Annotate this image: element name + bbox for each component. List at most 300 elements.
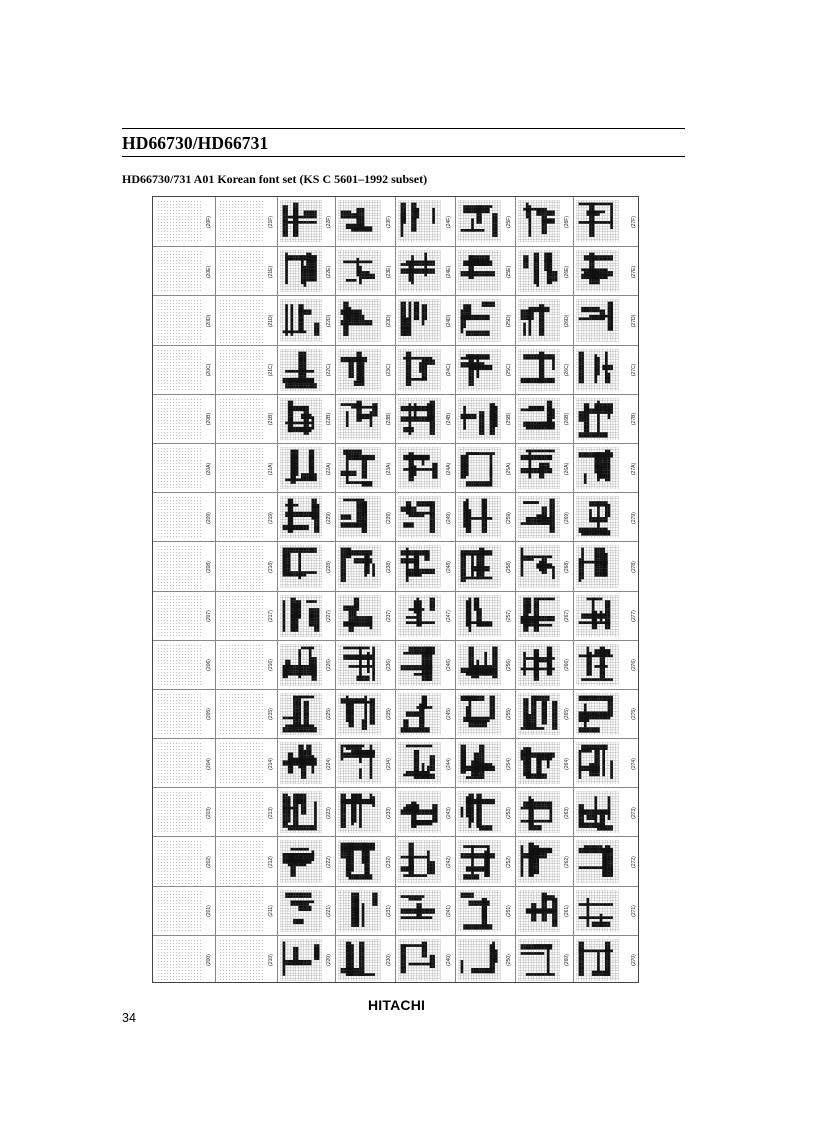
char-code-label: (243) <box>446 807 452 819</box>
char-code-label: (208) <box>206 561 212 573</box>
font-cell <box>395 296 455 345</box>
char-code-label: (269) <box>564 511 570 524</box>
char-code-label: (209) <box>206 511 212 524</box>
font-cell <box>277 739 335 788</box>
font-cell <box>277 444 335 493</box>
table-row <box>153 591 638 641</box>
glyph-bitmap <box>338 200 382 242</box>
glyph-bitmap <box>398 545 442 587</box>
glyph-bitmap <box>458 939 502 981</box>
font-cell <box>515 641 573 690</box>
table-row <box>153 295 638 345</box>
font-cell <box>573 247 639 296</box>
font-cell <box>515 936 573 983</box>
glyph-bitmap <box>576 693 627 735</box>
char-code-label: (20C) <box>206 363 212 377</box>
glyph-bitmap <box>398 250 442 292</box>
glyph-bitmap <box>576 840 627 882</box>
char-code-label: (26A) <box>564 462 570 475</box>
glyph-bitmap <box>576 447 627 489</box>
font-cell <box>153 542 215 591</box>
empty-glyph-grid <box>219 890 265 933</box>
glyph-bitmap <box>518 595 560 637</box>
char-code-label: (279) <box>631 511 637 524</box>
font-cell <box>455 936 515 983</box>
glyph-bitmap <box>458 398 502 440</box>
font-cell <box>153 690 215 739</box>
glyph-bitmap <box>518 447 560 489</box>
font-cell <box>335 296 395 345</box>
header-rule-bottom <box>122 156 685 157</box>
font-cell <box>573 936 639 983</box>
char-code-label: (20D) <box>206 314 212 328</box>
glyph-bitmap <box>398 939 442 981</box>
char-code-label: (203) <box>206 807 212 819</box>
font-cell <box>277 296 335 345</box>
font-cell <box>455 641 515 690</box>
char-code-label: (23F) <box>386 215 392 228</box>
font-cell <box>215 247 277 296</box>
char-code-label: (212) <box>268 856 274 868</box>
font-cell <box>335 592 395 641</box>
glyph-bitmap <box>338 250 382 292</box>
char-code-label: (233) <box>386 807 392 819</box>
glyph-bitmap <box>280 545 322 587</box>
font-cell <box>515 493 573 542</box>
font-cell <box>335 346 395 395</box>
char-code-label: (263) <box>564 807 570 819</box>
empty-glyph-grid <box>219 644 265 687</box>
char-code-label: (228) <box>326 561 332 573</box>
font-cell <box>335 887 395 936</box>
glyph-bitmap <box>338 595 382 637</box>
char-code-label: (26E) <box>564 265 570 278</box>
char-code-label: (219) <box>268 511 274 524</box>
glyph-bitmap <box>576 791 627 833</box>
glyph-bitmap <box>398 349 442 391</box>
glyph-bitmap <box>458 200 502 242</box>
font-cell <box>573 197 639 246</box>
font-cell <box>277 641 335 690</box>
glyph-bitmap <box>458 496 502 538</box>
font-cell <box>573 788 639 837</box>
char-code-label: (229) <box>326 511 332 524</box>
char-code-label: (22B) <box>326 413 332 426</box>
font-cell <box>277 197 335 246</box>
char-code-label: (230) <box>386 954 392 967</box>
char-code-label: (22E) <box>326 265 332 278</box>
page-number: 34 <box>122 1011 136 1025</box>
glyph-bitmap <box>398 398 442 440</box>
char-code-label: (22A) <box>326 462 332 475</box>
glyph-bitmap <box>398 299 442 341</box>
char-code-label: (264) <box>564 757 570 770</box>
empty-glyph-grid <box>157 742 203 785</box>
char-code-label: (22D) <box>326 314 332 328</box>
glyph-bitmap <box>576 349 627 391</box>
font-cell <box>335 739 395 788</box>
font-cell <box>153 444 215 493</box>
table-row <box>153 935 638 983</box>
font-cell <box>573 641 639 690</box>
font-cell <box>395 542 455 591</box>
glyph-bitmap <box>280 742 322 784</box>
font-cell <box>153 395 215 444</box>
char-code-label: (26F) <box>564 215 570 228</box>
char-code-label: (225) <box>326 708 332 721</box>
char-code-label: (217) <box>268 610 274 622</box>
glyph-bitmap <box>338 890 382 932</box>
glyph-bitmap <box>280 496 322 538</box>
empty-glyph-grid <box>157 840 203 883</box>
glyph-bitmap <box>398 200 442 242</box>
font-cell <box>395 788 455 837</box>
font-cell <box>215 592 277 641</box>
font-cell <box>573 444 639 493</box>
font-cell <box>215 887 277 936</box>
char-code-label: (246) <box>446 659 452 672</box>
char-code-label: (270) <box>631 954 637 967</box>
char-code-label: (25D) <box>506 314 512 328</box>
font-cell <box>395 887 455 936</box>
char-code-label: (27C) <box>631 363 637 377</box>
char-code-label: (275) <box>631 708 637 721</box>
glyph-bitmap <box>576 595 627 637</box>
char-code-label: (227) <box>326 610 332 622</box>
font-cell <box>215 197 277 246</box>
table-row <box>153 836 638 886</box>
glyph-bitmap <box>458 742 502 784</box>
glyph-bitmap <box>338 840 382 882</box>
font-cell <box>277 542 335 591</box>
char-code-label: (21A) <box>268 462 274 475</box>
empty-glyph-grid <box>157 200 203 243</box>
glyph-bitmap <box>458 644 502 686</box>
font-cell <box>455 296 515 345</box>
font-cell <box>455 395 515 444</box>
font-cell <box>515 887 573 936</box>
empty-glyph-grid <box>157 349 203 392</box>
char-code-label: (247) <box>446 610 452 622</box>
char-code-label: (21D) <box>268 314 274 328</box>
glyph-bitmap <box>398 791 442 833</box>
char-code-label: (200) <box>206 954 212 967</box>
font-cell <box>153 247 215 296</box>
char-code-label: (202) <box>206 856 212 868</box>
font-cell <box>395 395 455 444</box>
font-cell <box>277 346 335 395</box>
char-code-label: (26B) <box>564 413 570 426</box>
char-code-label: (207) <box>206 610 212 622</box>
glyph-bitmap <box>518 200 560 242</box>
char-code-label: (248) <box>446 561 452 573</box>
char-code-label: (25E) <box>506 265 512 278</box>
font-cell <box>335 444 395 493</box>
font-cell <box>395 493 455 542</box>
font-cell <box>153 641 215 690</box>
empty-glyph-grid <box>219 447 265 490</box>
glyph-bitmap <box>338 398 382 440</box>
glyph-bitmap <box>338 299 382 341</box>
font-cell <box>515 247 573 296</box>
empty-glyph-grid <box>219 595 265 638</box>
table-row <box>153 738 638 788</box>
font-cell <box>215 837 277 886</box>
glyph-bitmap <box>280 349 322 391</box>
char-code-label: (252) <box>506 856 512 868</box>
glyph-bitmap <box>338 791 382 833</box>
glyph-bitmap <box>280 890 322 932</box>
char-code-label: (204) <box>206 757 212 770</box>
table-row <box>153 345 638 395</box>
char-code-label: (271) <box>631 905 637 918</box>
empty-glyph-grid <box>219 250 265 293</box>
font-cell <box>215 444 277 493</box>
char-code-label: (20F) <box>206 215 212 228</box>
glyph-bitmap <box>458 250 502 292</box>
font-cell <box>455 887 515 936</box>
glyph-bitmap <box>518 349 560 391</box>
font-cell <box>215 346 277 395</box>
glyph-bitmap <box>458 349 502 391</box>
char-code-label: (25C) <box>506 363 512 377</box>
font-cell <box>153 936 215 983</box>
table-row <box>153 689 638 739</box>
char-code-label: (220) <box>326 954 332 967</box>
char-code-label: (26C) <box>564 363 570 377</box>
char-code-label: (265) <box>564 708 570 721</box>
char-code-label: (26D) <box>564 314 570 328</box>
glyph-bitmap <box>576 644 627 686</box>
char-code-label: (237) <box>386 610 392 622</box>
glyph-bitmap <box>280 840 322 882</box>
empty-glyph-grid <box>219 693 265 736</box>
font-cell <box>153 788 215 837</box>
glyph-bitmap <box>338 742 382 784</box>
font-cell <box>215 690 277 739</box>
glyph-bitmap <box>518 890 560 932</box>
empty-glyph-grid <box>157 496 203 539</box>
empty-glyph-grid <box>219 742 265 785</box>
font-cell <box>153 887 215 936</box>
font-cell <box>515 395 573 444</box>
char-code-label: (244) <box>446 757 452 770</box>
font-cell <box>215 493 277 542</box>
glyph-bitmap <box>398 840 442 882</box>
empty-glyph-grid <box>157 545 203 588</box>
char-code-label: (23A) <box>386 462 392 475</box>
font-cell <box>335 197 395 246</box>
figure-caption: HD66730/731 A01 Korean font set (KS C 5601–1992 subset) <box>122 172 428 186</box>
empty-glyph-grid <box>157 890 203 933</box>
char-code-label: (24B) <box>446 413 452 426</box>
char-code-label: (255) <box>506 708 512 721</box>
font-cell <box>395 936 455 983</box>
font-cell <box>395 346 455 395</box>
table-row <box>153 787 638 837</box>
char-code-label: (27A) <box>631 462 637 475</box>
empty-glyph-grid <box>219 200 265 243</box>
font-cell <box>573 592 639 641</box>
char-code-label: (21B) <box>268 413 274 426</box>
font-cell <box>515 788 573 837</box>
glyph-bitmap <box>518 840 560 882</box>
glyph-bitmap <box>458 545 502 587</box>
glyph-bitmap <box>280 644 322 686</box>
char-code-label: (256) <box>506 659 512 672</box>
glyph-bitmap <box>518 545 560 587</box>
font-cell <box>277 592 335 641</box>
font-cell <box>277 690 335 739</box>
glyph-bitmap <box>576 742 627 784</box>
header-rule-top <box>122 128 685 129</box>
empty-glyph-grid <box>219 840 265 883</box>
glyph-bitmap <box>458 595 502 637</box>
glyph-bitmap <box>338 644 382 686</box>
font-cell <box>455 493 515 542</box>
char-code-label: (261) <box>564 905 570 918</box>
font-cell <box>455 542 515 591</box>
font-cell <box>277 887 335 936</box>
glyph-bitmap <box>338 693 382 735</box>
font-cell <box>277 247 335 296</box>
font-cell <box>335 837 395 886</box>
table-row <box>153 640 638 690</box>
empty-glyph-grid <box>219 398 265 441</box>
char-code-label: (250) <box>506 954 512 967</box>
font-cell <box>515 296 573 345</box>
glyph-bitmap <box>576 299 627 341</box>
empty-glyph-grid <box>219 349 265 392</box>
table-row <box>153 886 638 936</box>
font-cell <box>515 542 573 591</box>
char-code-label: (216) <box>268 659 274 672</box>
char-code-label: (254) <box>506 757 512 770</box>
glyph-bitmap <box>458 890 502 932</box>
char-code-label: (27D) <box>631 314 637 328</box>
font-cell <box>515 346 573 395</box>
char-code-label: (210) <box>268 954 274 967</box>
table-row <box>153 492 638 542</box>
font-cell <box>395 197 455 246</box>
glyph-bitmap <box>398 644 442 686</box>
font-cell <box>573 346 639 395</box>
font-cell <box>515 197 573 246</box>
glyph-bitmap <box>518 496 560 538</box>
font-cell <box>335 247 395 296</box>
char-code-label: (223) <box>326 807 332 819</box>
glyph-bitmap <box>518 742 560 784</box>
glyph-bitmap <box>518 791 560 833</box>
glyph-bitmap <box>338 939 382 981</box>
table-row <box>153 197 638 246</box>
font-cell <box>153 197 215 246</box>
glyph-bitmap <box>280 595 322 637</box>
char-code-label: (266) <box>564 659 570 672</box>
char-code-label: (21E) <box>268 265 274 278</box>
char-code-label: (27B) <box>631 413 637 426</box>
char-code-label: (23E) <box>386 265 392 278</box>
char-code-label: (24A) <box>446 462 452 475</box>
font-cell <box>215 739 277 788</box>
char-code-label: (257) <box>506 610 512 622</box>
glyph-bitmap <box>518 644 560 686</box>
font-cell <box>395 641 455 690</box>
font-cell <box>153 837 215 886</box>
font-cell <box>215 788 277 837</box>
glyph-bitmap <box>576 496 627 538</box>
char-code-label: (25F) <box>506 215 512 228</box>
font-cell <box>573 395 639 444</box>
glyph-bitmap <box>280 250 322 292</box>
glyph-bitmap <box>398 693 442 735</box>
font-cell <box>573 296 639 345</box>
glyph-bitmap <box>398 447 442 489</box>
glyph-bitmap <box>338 496 382 538</box>
font-cell <box>215 296 277 345</box>
glyph-bitmap <box>280 398 322 440</box>
font-cell <box>573 739 639 788</box>
char-code-label: (235) <box>386 708 392 721</box>
char-code-label: (23D) <box>386 314 392 328</box>
char-code-label: (272) <box>631 856 637 868</box>
empty-glyph-grid <box>157 398 203 441</box>
font-cell <box>573 887 639 936</box>
font-cell <box>455 739 515 788</box>
empty-glyph-grid <box>219 299 265 342</box>
font-cell <box>277 936 335 983</box>
font-cell <box>153 493 215 542</box>
font-cell <box>335 542 395 591</box>
char-code-label: (23B) <box>386 413 392 426</box>
font-cell <box>335 936 395 983</box>
font-cell <box>455 690 515 739</box>
char-code-label: (231) <box>386 905 392 918</box>
font-cell <box>515 739 573 788</box>
char-code-label: (222) <box>326 856 332 868</box>
hitachi-logo: HITACHI <box>368 997 426 1013</box>
char-code-label: (240) <box>446 954 452 967</box>
char-code-label: (215) <box>268 708 274 721</box>
char-code-label: (21C) <box>268 363 274 377</box>
table-row <box>153 394 638 444</box>
empty-glyph-grid <box>219 545 265 588</box>
char-code-label: (205) <box>206 708 212 721</box>
font-cell <box>455 444 515 493</box>
font-cell <box>455 346 515 395</box>
glyph-bitmap <box>458 791 502 833</box>
font-cell <box>215 641 277 690</box>
glyph-bitmap <box>576 250 627 292</box>
char-code-label: (251) <box>506 905 512 918</box>
font-cell <box>515 592 573 641</box>
font-cell <box>335 788 395 837</box>
font-cell <box>515 837 573 886</box>
glyph-bitmap <box>338 447 382 489</box>
char-code-label: (25B) <box>506 413 512 426</box>
font-cell <box>335 395 395 444</box>
glyph-bitmap <box>280 447 322 489</box>
empty-glyph-grid <box>157 791 203 834</box>
glyph-bitmap <box>398 890 442 932</box>
glyph-bitmap <box>458 299 502 341</box>
font-cell <box>277 395 335 444</box>
font-cell <box>395 739 455 788</box>
font-cell <box>455 197 515 246</box>
char-code-label: (24F) <box>446 215 452 228</box>
char-code-label: (22F) <box>326 215 332 228</box>
empty-glyph-grid <box>219 791 265 834</box>
